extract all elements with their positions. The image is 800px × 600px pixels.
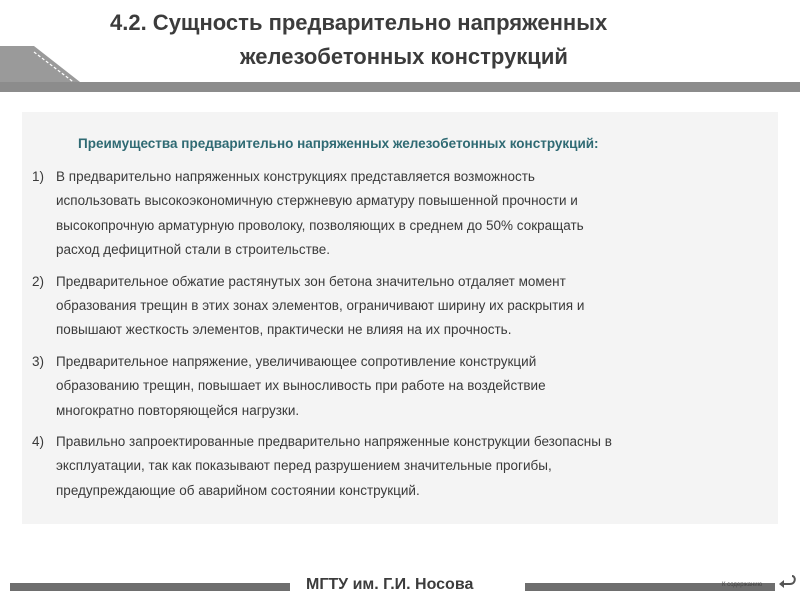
list-item-line: образования трещин в этих зонах элементов, ограничивают ширину их раскрытия и (56, 298, 585, 314)
list-item-text (30, 165, 750, 263)
list-item-line: повышают жесткость элементов, практически не влияя на их прочность. (56, 322, 512, 338)
table-of-contents-link[interactable]: К содержанию (722, 582, 763, 588)
list-item (30, 350, 750, 423)
list-item-number: 3) (32, 353, 45, 369)
footer-bar-left (10, 583, 290, 591)
list-item (30, 430, 750, 503)
slide-title-line-1: 4.2. Сущность предварительно напряженных (110, 10, 608, 35)
list-item-line: Предварительное напряжение, увеличивающее сопротивление конструкций (56, 353, 537, 369)
advantages-list (30, 165, 750, 510)
list-item-line: образованию трещин, повышает их выносливость при работе на воздействие (56, 378, 546, 394)
header-divider-bar (0, 82, 800, 92)
list-item-text (30, 430, 750, 503)
footer-university: МГТУ им. Г.И. Носова (306, 576, 474, 593)
content-subtitle: Преимущества предварительно напряженных железобетонных конструкций: (78, 136, 599, 151)
list-item-line: расход дефицитной стали в строительстве. (56, 242, 331, 258)
list-item-number: 4) (32, 434, 45, 450)
list-item-line: высокопрочную арматурную проволоку, позволяющих в среднем до 50% сокращать (56, 217, 584, 233)
list-item (30, 270, 750, 343)
list-item-line: предупреждающие об аварийном состоянии конструкций. (56, 482, 420, 498)
list-item-text (30, 270, 750, 343)
list-item-number: 2) (32, 273, 45, 289)
list-item-line: Правильно запроектированные предварительно напряженные конструкции безопасны в (56, 434, 612, 450)
list-item-line: использовать высокоэкономичную стержневую арматуру повышенной прочности и (56, 193, 578, 209)
list-item-text (30, 350, 750, 423)
list-item-number: 1) (32, 169, 45, 184)
list-item-line: В предварительно напряженных конструкциях представляется возможность (56, 169, 535, 184)
return-arrow-icon[interactable] (776, 571, 798, 593)
list-item-line: эксплуатации, так как показывают перед разрушением значительные прогибы, (56, 458, 552, 474)
slide-title-line-2: железобетонных конструкций (240, 44, 568, 69)
list-item-line: Предварительное обжатие растянутых зон бетона значительно отдаляет момент (56, 273, 566, 289)
list-item (30, 165, 750, 263)
list-item-line: многократно повторяющейся нагрузки. (56, 402, 300, 418)
